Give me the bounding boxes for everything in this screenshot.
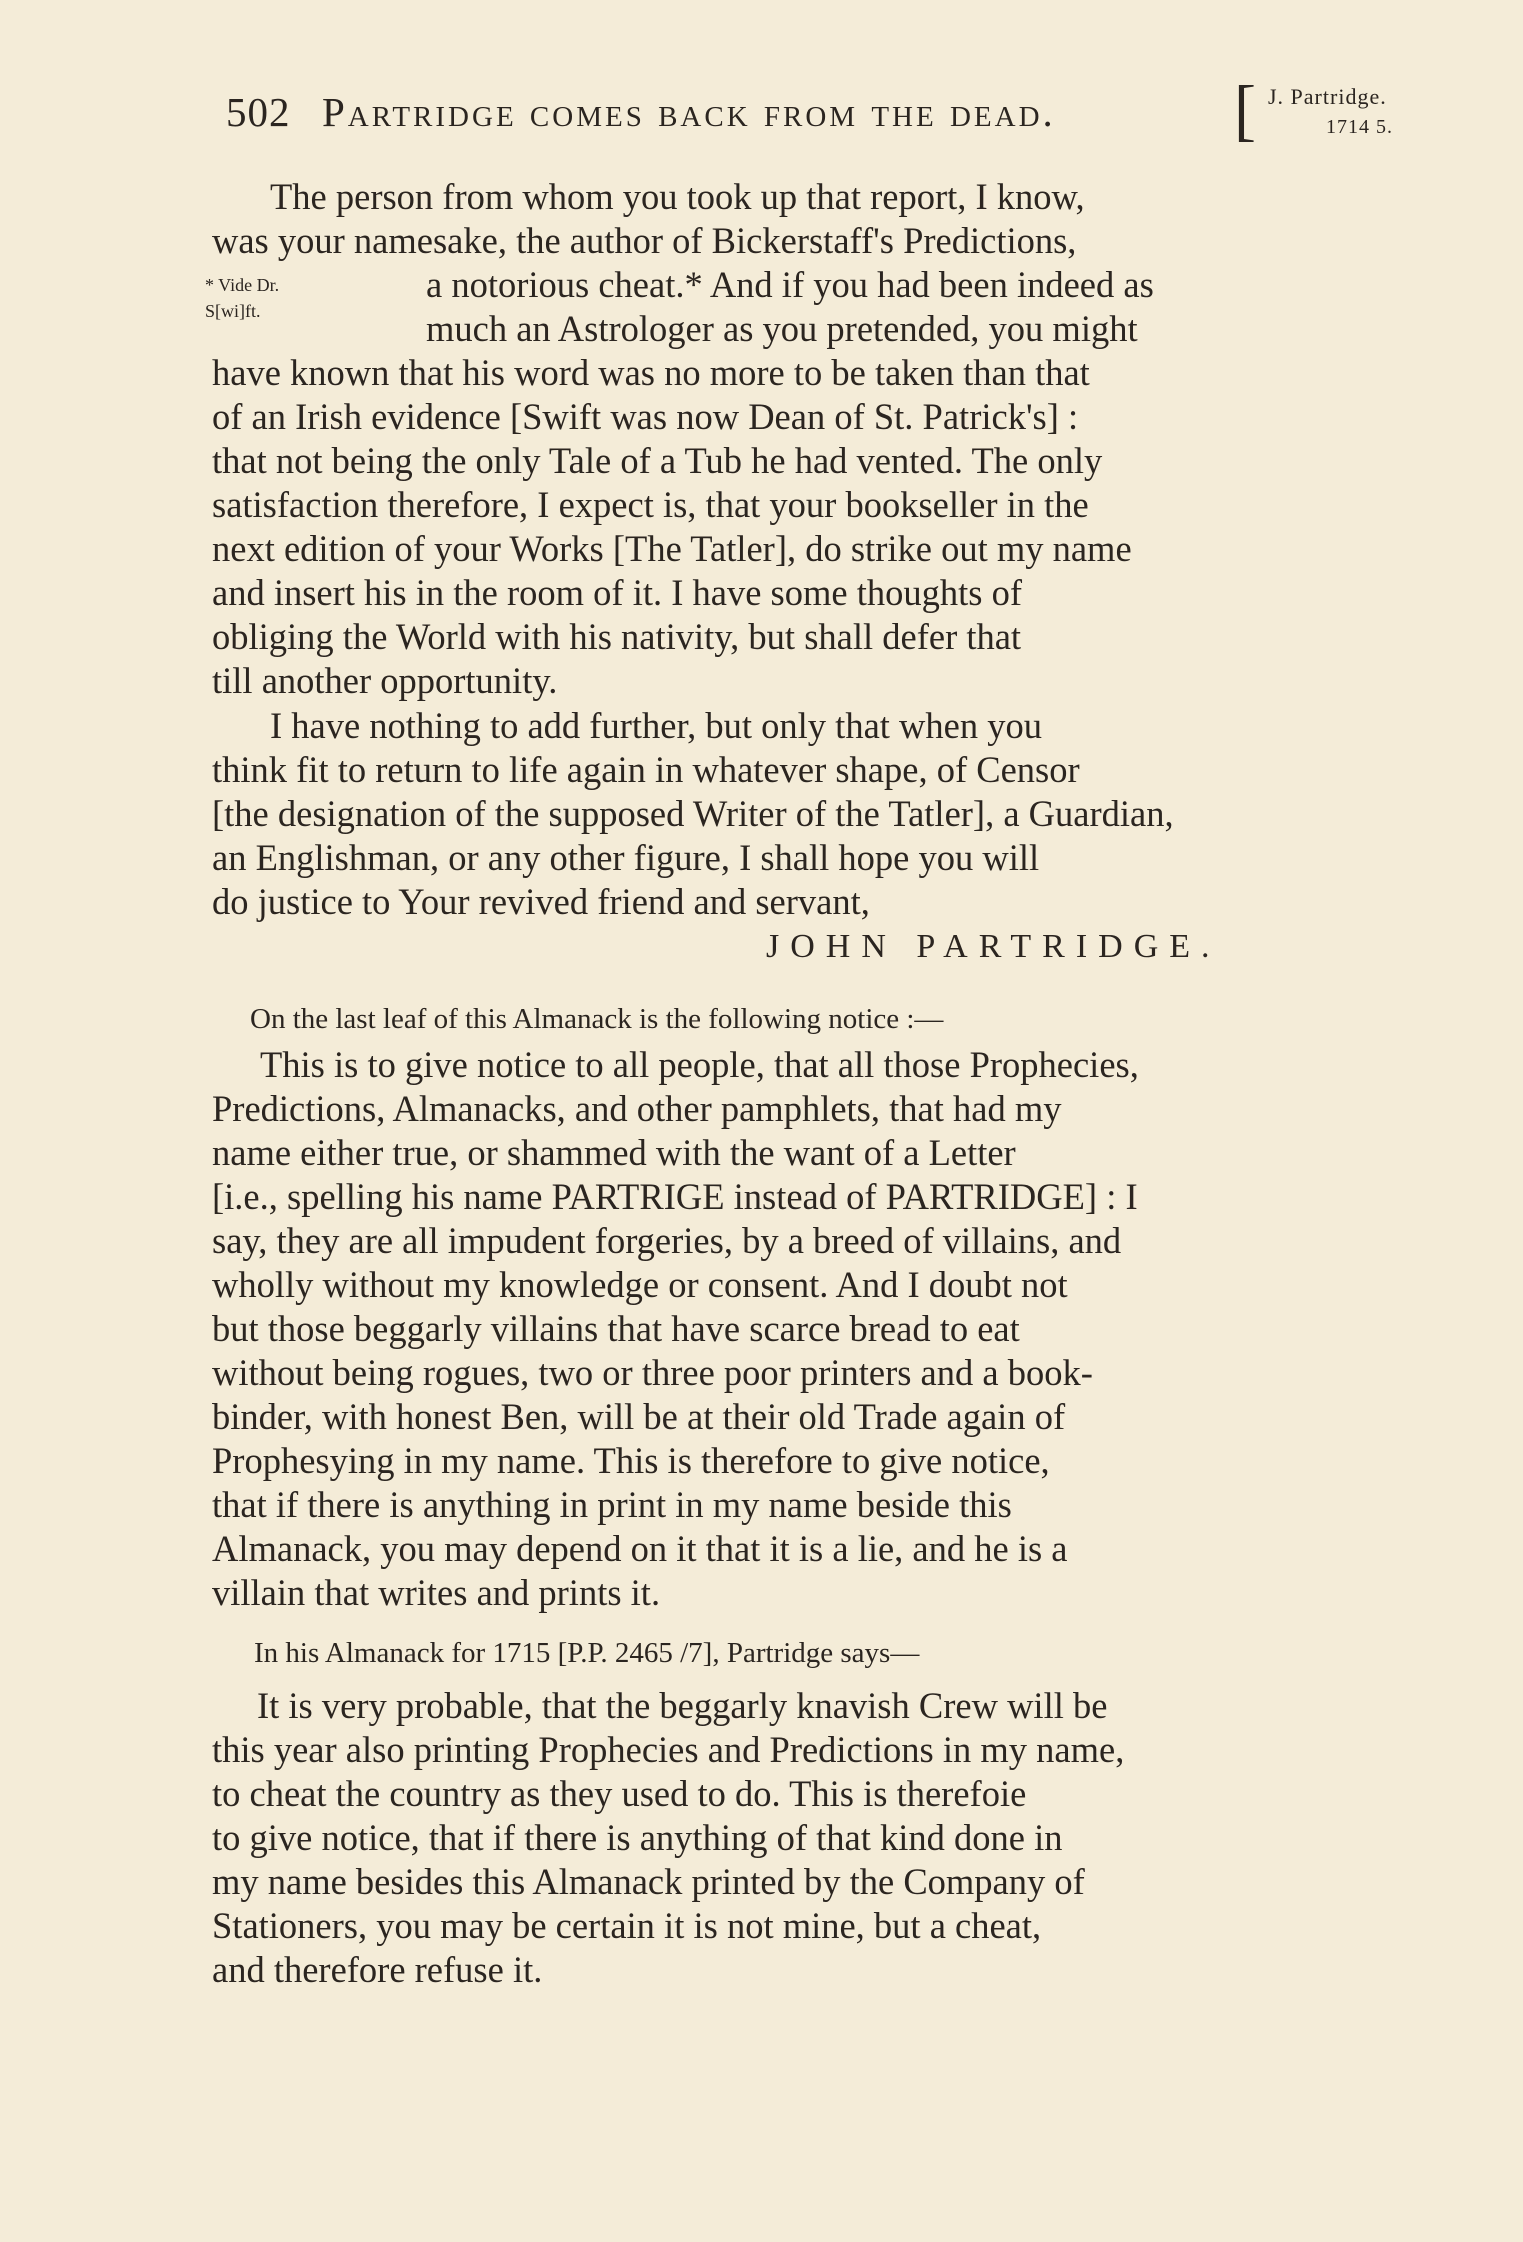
text-line: to cheat the country as they used to do. This is therefoie: [212, 1773, 1027, 1814]
text-line: but those beggarly villains that have scarce bread to eat: [212, 1308, 1020, 1349]
text-line: wholly without my knowledge or consent. And I doubt not: [212, 1264, 1068, 1305]
text-line: was your namesake, the author of Bickerstaff's Predictions,: [212, 220, 1077, 261]
header-side-note: [1234, 72, 1406, 149]
text-line: an Englishman, or any other figure, I shall hope you will: [212, 837, 1040, 878]
margin-footnote: [205, 272, 325, 324]
text-line: satisfaction therefore, I expect is, that your bookseller in the: [212, 484, 1089, 525]
text-line: next edition of your Works [The Tatler], do strike out my name: [212, 528, 1132, 569]
text-line: and therefore refuse it.: [212, 1949, 543, 1990]
text-line: Stationers, you may be certain it is not mine, but a cheat,: [212, 1905, 1042, 1946]
signature: JOHN PARTRIDGE.: [766, 928, 1221, 965]
text-line: [i.e., spelling his name PARTRIGE instead of PARTRIDGE] : I: [212, 1176, 1138, 1217]
text-line: Predictions, Almanacks, and other pamphlets, that had my: [212, 1088, 1062, 1129]
header-years: 1714 5.: [1326, 116, 1393, 138]
page-number: 502: [226, 89, 291, 135]
text-line: that if there is anything in print in my name beside this: [212, 1484, 1012, 1525]
text-line: have known that his word was no more to be taken than that: [212, 352, 1090, 393]
text-line: a notorious cheat.* And if you had been indeed as: [426, 264, 1154, 305]
text-line: villain that writes and prints it.: [212, 1572, 661, 1613]
text-line: my name besides this Almanack printed by the Company of: [212, 1861, 1085, 1902]
text-line: I have nothing to add further, but only that when you: [270, 705, 1042, 746]
text-line: think fit to return to life again in whatever shape, of Censor: [212, 749, 1080, 790]
margin-note-line: * Vide Dr.: [205, 275, 280, 295]
header-author: J. Partridge.: [1268, 84, 1387, 109]
text-line: In his Almanack for 1715 [P.P. 2465 /7], Partridge says—: [254, 1637, 920, 1669]
running-title: Partridge comes back from the dead.: [322, 89, 1056, 135]
text-line: Almanack, you may depend on it that it is a lie, and he is a: [212, 1528, 1068, 1569]
text-line: obliging the World with his nativity, but shall defer that: [212, 616, 1022, 657]
text-line: to give notice, that if there is anything of that kind done in: [212, 1817, 1063, 1858]
text-line: It is very probable, that the beggarly knavish Crew will be: [257, 1685, 1108, 1726]
text-line: say, they are all impudent forgeries, by a breed of villains, and: [212, 1220, 1122, 1261]
text-line: without being rogues, two or three poor printers and a book-: [212, 1352, 1093, 1393]
text-line: much an Astrologer as you pretended, you might: [426, 308, 1138, 349]
text-line: till another opportunity.: [212, 660, 558, 701]
text-line: The person from whom you took up that report, I know,: [270, 176, 1085, 217]
text-line: On the last leaf of this Almanack is the following notice :—: [250, 1003, 944, 1035]
text-line: and insert his in the room of it. I have some thoughts of: [212, 572, 1022, 613]
text-line: of an Irish evidence [Swift was now Dean of St. Patrick's] :: [212, 396, 1079, 437]
text-line: Prophesying in my name. This is therefore to give notice,: [212, 1440, 1050, 1481]
text-line: do justice to Your revived friend and servant,: [212, 881, 870, 922]
text-line: binder, with honest Ben, will be at their old Trade again of: [212, 1396, 1066, 1437]
text-line: name either true, or shammed with the want of a Letter: [212, 1132, 1016, 1173]
text-line: that not being the only Tale of a Tub he had vented. The only: [212, 440, 1103, 481]
running-header: [226, 72, 1406, 149]
header-bracket: [: [1234, 72, 1257, 149]
text-line: [the designation of the supposed Writer of the Tatler], a Guardian,: [212, 793, 1174, 834]
text-line: This is to give notice to all people, that all those Prophecies,: [260, 1044, 1139, 1085]
margin-note-line: S[wi]ft.: [205, 301, 261, 321]
text-line: this year also printing Prophecies and Predictions in my name,: [212, 1729, 1125, 1770]
